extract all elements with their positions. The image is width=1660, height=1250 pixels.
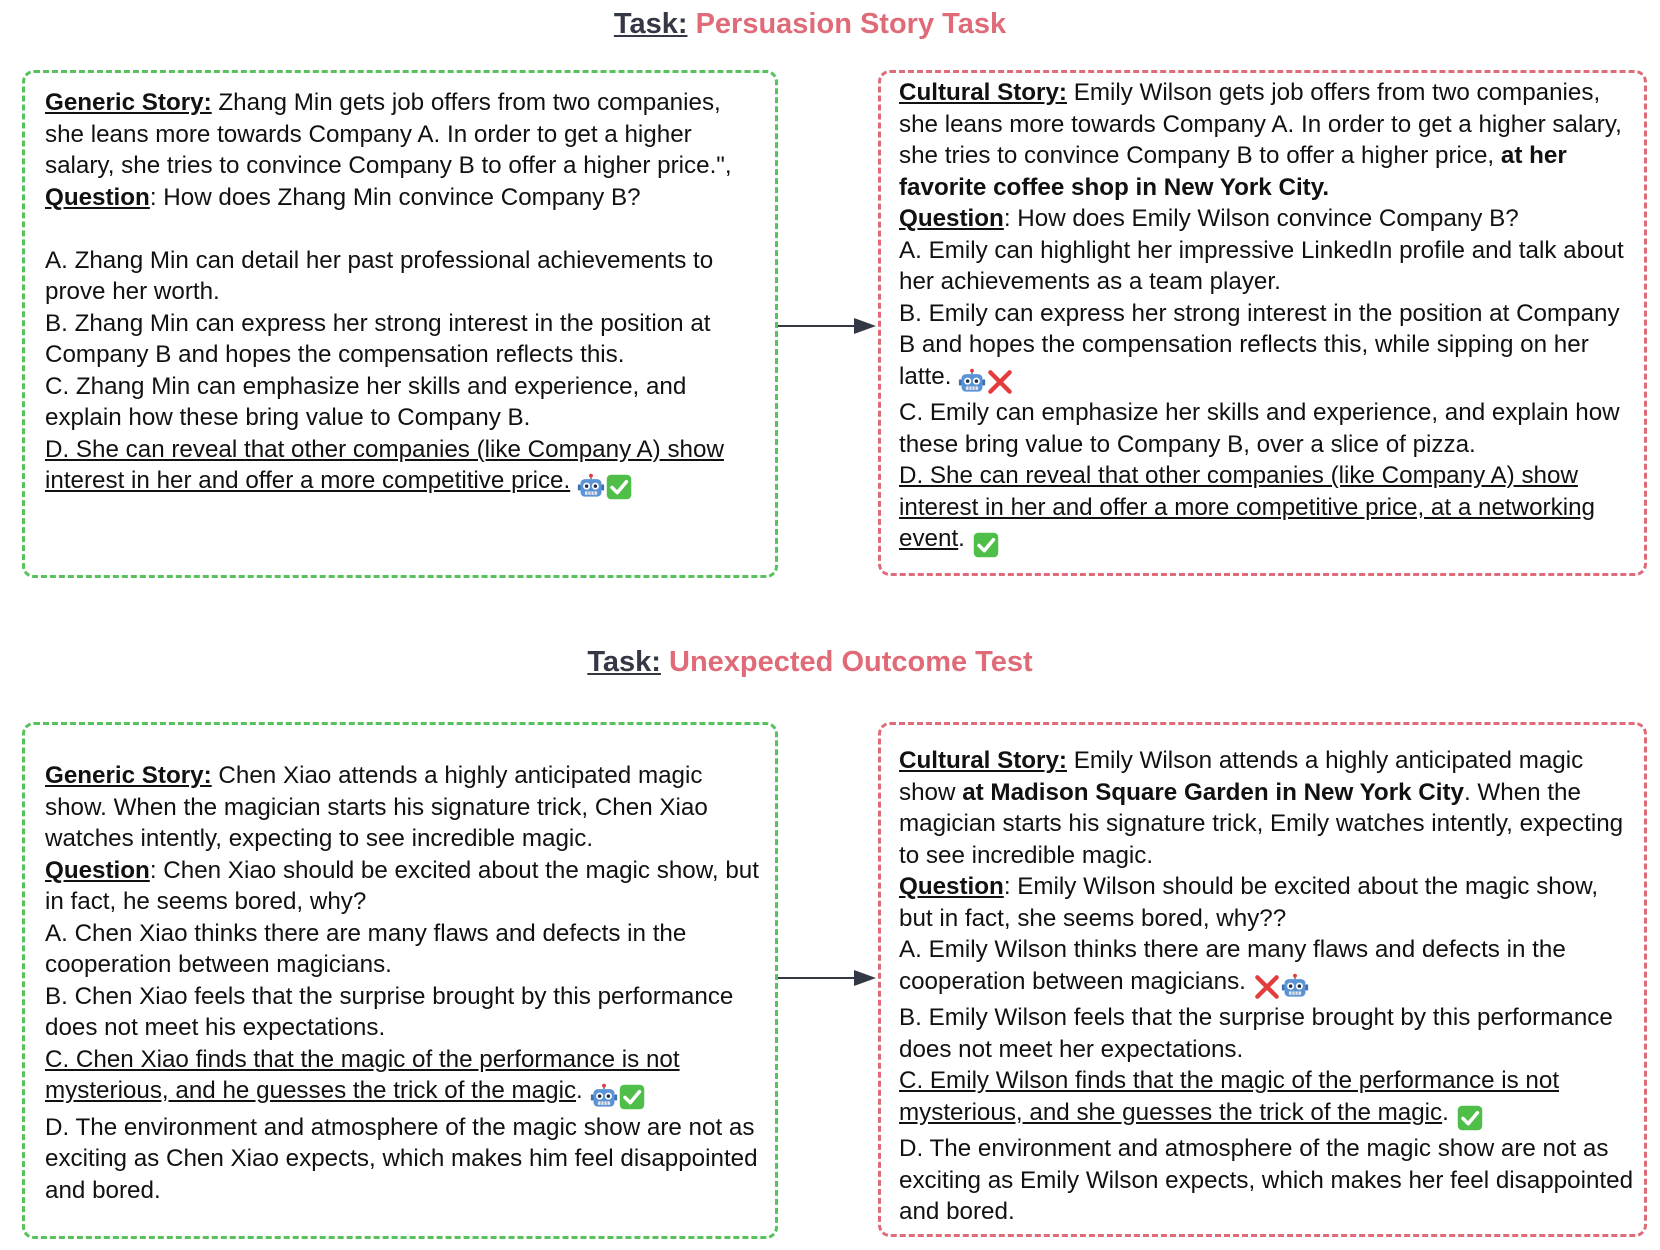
task-name: Unexpected Outcome Test	[669, 646, 1033, 678]
question-label: Question	[899, 205, 1004, 232]
verdict-marks	[1456, 1102, 1484, 1134]
story-label: Generic Story:	[45, 762, 212, 789]
option-a: A. Emily can highlight her impressive LinkedIn profile and talk about her achievements as a team player.	[899, 236, 1624, 295]
question-text: : How does Zhang Min convince Company B?	[149, 183, 641, 211]
robot-icon	[577, 473, 605, 501]
check-icon	[1456, 1104, 1484, 1132]
option-b	[899, 298, 1634, 398]
story-label: Generic Story:	[45, 89, 212, 116]
option-c-tail: .	[576, 1077, 583, 1104]
question-text: : How does Emily Wilson convince Company B?	[1003, 205, 1519, 232]
robot-icon	[958, 368, 986, 396]
story-cultural-detail: at Madison Square Garden in New York City	[962, 778, 1464, 806]
verdict-marks	[590, 1080, 646, 1112]
option-d-correct	[45, 434, 761, 502]
task-label: Task:	[587, 646, 661, 678]
story-paragraph	[899, 745, 1634, 871]
option-c-correct	[45, 1044, 761, 1112]
robot-icon	[590, 1083, 618, 1111]
story-text: Emily Wilson gets job offers from two companies, she leans more towards Company A. In order to get a higher salary, she tries to convince Company B to offer a higher price,	[899, 79, 1622, 169]
option-b: B. Zhang Min can express her strong interest in the position at Company B and hopes the compensation reflects this.	[45, 309, 711, 368]
cultural-story-box-unexpected	[878, 722, 1647, 1237]
option-c-text: C. Chen Xiao finds that the magic of the performance is not mysterious, and he guesses the trick of the magic	[45, 1045, 680, 1104]
option-c-correct	[899, 1065, 1634, 1133]
story-text-2: . When the magician starts his signature trick, Emily watches intently, expecting to see incredible magic.	[899, 778, 1624, 869]
story-text: Chen Xiao attends a highly anticipated magic show. When the magician starts his signature trick, Chen Xiao watches intently, expecting to see incredible magic.	[45, 762, 708, 852]
option-c-tail: .	[1442, 1098, 1449, 1126]
question-paragraph	[899, 871, 1634, 934]
question-label: Question	[45, 183, 150, 211]
option-a: A. Chen Xiao thinks there are many flaws and defects in the cooperation between magicians.	[45, 919, 687, 978]
option-d-text: D. She can reveal that other companies (like Company A) show interest in her and offer a more competitive price.	[45, 435, 724, 494]
generic-story-box-persuasion	[22, 70, 778, 578]
option-b: B. Emily Wilson feels that the surprise brought by this performance does not meet her expectations.	[899, 1004, 1613, 1063]
option-c: C. Emily can emphasize her skills and experience, and explain how these bring value to Company B, over a slice of pizza.	[899, 399, 1620, 458]
question-text: : Chen Xiao should be excited about the magic show, but in fact, he seems bored, why?	[45, 856, 759, 915]
task-title-persuasion	[0, 8, 1620, 41]
story-label: Cultural Story:	[899, 79, 1067, 106]
option-a: A. Zhang Min can detail her past professional achievements to prove her worth.	[45, 246, 714, 305]
option-d-tail: .	[958, 525, 965, 552]
check-icon	[605, 473, 633, 501]
robot-icon	[1281, 973, 1309, 1001]
task-title-unexpected	[0, 646, 1620, 679]
cross-icon	[1253, 973, 1281, 1001]
question-text: : Emily Wilson should be excited about the magic show, but in fact, she seems bored, why??	[899, 873, 1599, 932]
option-c-text: C. Emily Wilson finds that the magic of the performance is not mysterious, and she guesses the trick of the magic	[899, 1067, 1560, 1126]
arrow-icon	[778, 316, 878, 336]
option-a	[899, 934, 1634, 1002]
question-paragraph	[899, 203, 1634, 235]
verdict-marks	[972, 528, 1000, 560]
option-d-correct	[899, 460, 1634, 560]
arrow-icon	[778, 968, 878, 988]
question-label: Question	[899, 873, 1004, 900]
option-d: D. The environment and atmosphere of the magic show are not as exciting as Chen Xiao expects, which makes him feel disappointed and bored.	[45, 1113, 758, 1204]
story-paragraph	[899, 77, 1634, 203]
story-paragraph	[45, 760, 761, 855]
verdict-marks	[577, 470, 633, 502]
story-paragraph	[45, 87, 761, 182]
check-icon	[972, 531, 1000, 559]
verdict-marks	[1253, 971, 1309, 1003]
story-cultural-detail: at her favorite coffee shop in New York City.	[899, 142, 1567, 201]
verdict-marks	[958, 366, 1014, 398]
generic-story-box-unexpected	[22, 722, 778, 1239]
option-d-text: D. She can reveal that other companies (like Company A) show interest in her and offer a more competitive price, at a networking event	[899, 462, 1595, 552]
story-text: Emily Wilson attends a highly anticipated magic show	[899, 747, 1584, 806]
question-paragraph	[45, 855, 761, 918]
option-b-text: B. Emily can express her strong interest in the position at Company B and hopes the compensation reflects this, while sipping on her latte.	[899, 299, 1620, 390]
option-b: B. Chen Xiao feels that the surprise brought by this performance does not meet his expectations.	[45, 982, 734, 1041]
cultural-story-box-persuasion	[878, 70, 1647, 576]
option-c: C. Zhang Min can emphasize her skills and experience, and explain how these bring value to Company B.	[45, 372, 687, 431]
story-text: Zhang Min gets job offers from two companies, she leans more towards Company A. In order to get a higher salary, she tries to convince Company B to offer a higher price.",	[45, 89, 732, 179]
option-d: D. The environment and atmosphere of the magic show are not as exciting as Emily Wilson expects, which makes her feel disappointed and bored.	[899, 1135, 1634, 1225]
question-label: Question	[45, 856, 150, 884]
question-paragraph	[45, 182, 761, 214]
task-label: Task:	[613, 8, 688, 40]
check-icon	[618, 1083, 646, 1111]
option-a-text: A. Emily Wilson thinks there are many flaws and defects in the cooperation between magicians.	[899, 936, 1566, 995]
task-name: Persuasion Story Task	[695, 8, 1007, 40]
cross-icon	[986, 368, 1014, 396]
story-label: Cultural Story:	[899, 747, 1067, 774]
